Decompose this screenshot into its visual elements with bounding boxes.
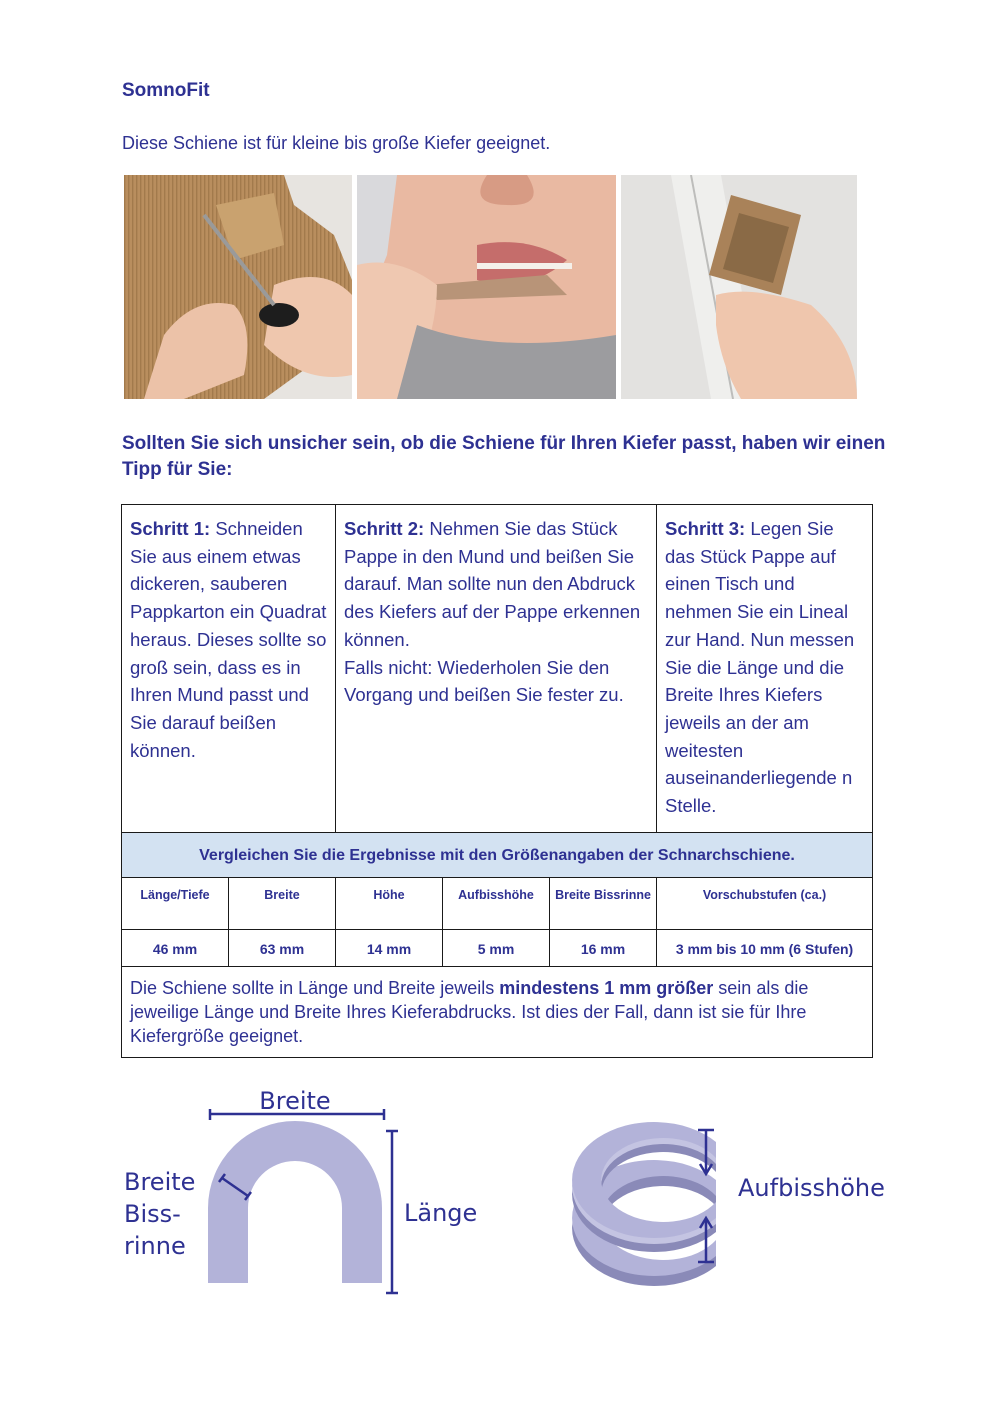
step-3-text: Legen Sie das Stück Pappe auf einen Tisch und nehmen Sie ein Lineal zur Hand. Nun messen Sie die Länge und die Breite Ihres Kiefers jeweils an der am weitesten auseinanderliegende n Stelle. — [665, 518, 855, 817]
laenge-label: Länge — [404, 1199, 478, 1227]
cutting-cardboard-photo — [124, 175, 352, 399]
size-header-cell: Breite Bissrinne — [550, 877, 657, 929]
step-2-text: Nehmen Sie das Stück Pappe in den Mund und beißen Sie darauf. Man sollte nun den Abdruck des Kiefers auf der Pappe erkennen können. — [344, 518, 641, 650]
size-note — [122, 966, 873, 1057]
step-3-label: Schritt 3: — [665, 518, 746, 539]
step-2-label: Schritt 2: — [344, 518, 425, 539]
bissrinne-label-line2: Biss- — [124, 1200, 181, 1228]
size-header-cell: Aufbisshöhe — [443, 877, 550, 929]
compare-row — [122, 832, 873, 877]
splint-side-view-shape — [572, 1122, 716, 1286]
size-header-cell: Breite — [229, 877, 336, 929]
bissrinne-label-line1: Breite — [124, 1168, 196, 1196]
steps-row — [122, 505, 873, 833]
size-header-row — [122, 877, 873, 929]
splint-top-view-shape — [208, 1121, 382, 1283]
note-row — [122, 966, 873, 1057]
breite-label: Breite — [259, 1087, 331, 1115]
step-2 — [336, 505, 657, 833]
measurement-table — [121, 504, 873, 1058]
step-1-text: Schneiden Sie aus einem etwas dickeren, sauberen Pappkarton ein Quadrat heraus. Dieses sollte so groß sein, dass es in Ihren Mund passt und Sie darauf beißen können. — [130, 518, 327, 761]
size-value-cell: 3 mm bis 10 mm (6 Stufen) — [657, 929, 873, 966]
length-dimension — [386, 1131, 398, 1293]
aufbisshoehe-label: Aufbisshöhe — [738, 1174, 885, 1202]
step-1-label: Schritt 1: — [130, 518, 211, 539]
size-value-cell: 63 mm — [229, 929, 336, 966]
brand-title: SomnoFit — [122, 80, 210, 101]
measuring-cardboard-photo — [621, 175, 857, 399]
intro-text: Diese Schiene ist für kleine bis große Kiefer geeignet. — [122, 133, 551, 153]
step-2-text-retry: Falls nicht: Wiederholen Sie den Vorgang und beißen Sie fester zu. — [344, 656, 624, 706]
note-text-emphasis: mindestens 1 mm größer — [499, 977, 714, 998]
size-value-cell: 46 mm — [122, 929, 229, 966]
size-header-cell: Länge/Tiefe — [122, 877, 229, 929]
biting-cardboard-photo — [357, 175, 616, 399]
splint-diagram — [118, 1078, 918, 1308]
size-value-cell: 14 mm — [336, 929, 443, 966]
note-text-end: sein als die jeweilige Länge und Breite Ihres Kieferabdrucks. Ist dies der Fall, dann ist sie für Ihre Kiefergröße geeignet. — [130, 977, 809, 1046]
bissrinne-label-line3: rinne — [124, 1232, 186, 1260]
step-3 — [657, 505, 873, 833]
size-header-cell: Vorschubstufen (ca.) — [657, 877, 873, 929]
step-1 — [122, 505, 336, 833]
tip-heading: Sollten Sie sich unsicher sein, ob die Schiene für Ihren Kiefer passt, haben wir einen Tipp für Sie: — [122, 433, 886, 480]
size-value-cell: 5 mm — [443, 929, 550, 966]
note-text-start: Die Schiene sollte in Länge und Breite jeweils — [130, 977, 500, 998]
compare-banner: Vergleichen Sie die Ergebnisse mit den Größenangaben der Schnarchschiene. — [122, 832, 873, 877]
size-header-cell: Höhe — [336, 877, 443, 929]
size-value-cell: 16 mm — [550, 929, 657, 966]
size-value-row — [122, 929, 873, 966]
